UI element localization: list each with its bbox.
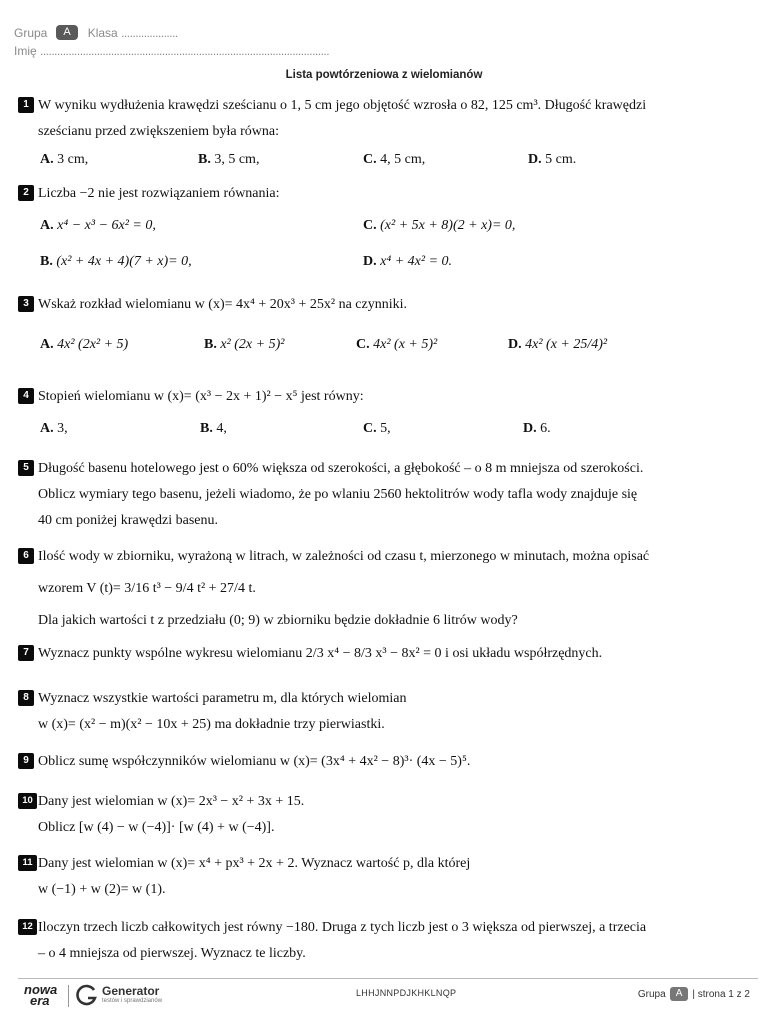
question-text: Stopień wielomianu w (x)= (x³ − 2x + 1)² − x⁵ jest równy: <box>38 389 364 404</box>
question-text: Wskaż rozkład wielomianu w (x)= 4x⁴ + 20x³ + 25x² na czynniki. <box>38 297 407 312</box>
option-b: B. x² (2x + 5)² <box>204 337 285 352</box>
question-8 <box>18 686 758 738</box>
question-text: Dla jakich wartości t z przedziału (0; 9) w zbiorniku będzie dokładnie 6 litrów wody? <box>38 613 518 628</box>
test-code: LHHJNNPDJKHKLNQP <box>356 988 457 998</box>
question-number: 6 <box>18 548 34 564</box>
question-1 <box>18 93 758 173</box>
option-d: D. 4x² (x + 25/4)² <box>508 337 608 352</box>
question-text: Iloczyn trzech liczb całkowitych jest równy −180. Druga z tych liczb jest o 3 większa od pierwszej, a trzecia <box>38 920 647 935</box>
option-d: D. x⁴ + 4x² = 0. <box>363 254 453 269</box>
question-4 <box>18 384 758 442</box>
nowa-era-logo: nowa era <box>24 982 58 1008</box>
question-7 <box>18 641 758 672</box>
option-a: A. 3, <box>40 421 68 436</box>
question-number: 11 <box>18 855 37 871</box>
option-b: B. (x² + 4x + 4)(7 + x)= 0, <box>40 254 192 269</box>
question-number: 1 <box>18 97 34 113</box>
imie-label: Imię <box>14 44 37 58</box>
footer-grupa-label: Grupa <box>637 988 666 1000</box>
question-text: sześcianu przed zwiększeniem była równa: <box>38 124 280 139</box>
question-10 <box>18 789 758 841</box>
option-a: A. 3 cm, <box>40 152 89 167</box>
question-5 <box>18 456 758 534</box>
page-info <box>638 987 750 1001</box>
question-text: 40 cm poniżej krawędzi basenu. <box>38 513 218 528</box>
option-b: B. 4, <box>200 421 227 436</box>
question-12 <box>18 915 758 967</box>
option-c: C. 4x² (x + 5)² <box>356 337 438 352</box>
question-text: Długość basenu hotelowego jest o 60% większa od szerokości, a głębokość – o 8 m mniejsza od szerokości. <box>38 461 644 476</box>
generator-logo-subtitle: testów i sprawdzianów <box>102 998 163 1004</box>
logo-separator <box>68 985 69 1007</box>
option-d: D. 5 cm. <box>528 152 577 167</box>
footer-grupa-badge: A <box>670 987 689 1001</box>
question-text: w (−1) + w (2)= w (1). <box>38 882 166 897</box>
question-number: 9 <box>18 753 34 769</box>
option-a: A. x⁴ − x³ − 6x² = 0, <box>40 218 156 233</box>
footer <box>18 983 758 1013</box>
question-3 <box>18 292 758 358</box>
page-number: | strona 1 z 2 <box>692 988 750 1000</box>
question-9 <box>18 749 758 775</box>
header-name-line <box>14 44 329 58</box>
question-text: Dany jest wielomian w (x)= x⁴ + px³ + 2x + 2. Wyznacz wartość p, dla której <box>38 856 471 871</box>
question-number: 12 <box>18 919 37 935</box>
generator-logo-icon <box>76 984 98 1006</box>
question-text: – o 4 mniejsza od pierwszej. Wyznacz te liczby. <box>38 946 306 961</box>
question-text: Oblicz sumę współczynników wielomianu w (x)= (3x⁴ + 4x² − 8)³· (4x − 5)⁵. <box>38 754 471 769</box>
klasa-label: Klasa <box>87 25 118 40</box>
question-number: 10 <box>18 793 37 809</box>
page-title: Lista powtórzeniowa z wielomianów <box>285 69 483 81</box>
question-text: Ilość wody w zbiorniku, wyrażoną w litrach, w zależności od czasu t, mierzonego w minutach, można opisać <box>38 549 650 564</box>
question-text: Wyznacz punkty wspólne wykresu wielomianu 2/3 x⁴ − 8/3 x³ − 8x² = 0 i osi układu współrzędnych. <box>38 646 603 661</box>
footer-divider <box>18 978 758 979</box>
question-number: 2 <box>18 185 34 201</box>
option-c: C. 5, <box>363 421 391 436</box>
question-number: 3 <box>18 296 34 312</box>
question-number: 8 <box>18 690 34 706</box>
question-2 <box>18 181 758 275</box>
generator-logo-text: Generator <box>102 984 160 998</box>
klasa-field: .................... <box>121 25 178 40</box>
question-text: Oblicz [w (4) − w (−4)]· [w (4) + w (−4)]. <box>38 820 275 835</box>
question-text: Liczba −2 nie jest rozwiązaniem równania: <box>38 186 280 201</box>
question-text: w (x)= (x² − m)(x² − 10x + 25) ma dokładnie trzy pierwiastki. <box>38 717 385 732</box>
option-a: A. 4x² (2x² + 5) <box>40 337 129 352</box>
option-b: B. 3, 5 cm, <box>198 152 260 167</box>
question-text: W wyniku wydłużenia krawędzi sześcianu o 1, 5 cm jego objętość wzrosła o 82, 125 cm³. Długość krawędzi <box>38 98 647 113</box>
question-text: Oblicz wymiary tego basenu, jeżeli wiadomo, że po wlaniu 2560 hektolitrów wody tafla wody znajduje się <box>38 487 638 502</box>
question-formula: wzorem V (t)= 3/16 t³ − 9/4 t² + 27/4 t. <box>38 581 256 596</box>
question-11 <box>18 851 758 903</box>
grupa-label: Grupa <box>14 25 48 40</box>
imie-field: ...................................................................................................... <box>40 44 330 58</box>
question-text: Wyznacz wszystkie wartości parametru m, dla których wielomian <box>38 691 407 706</box>
question-number: 7 <box>18 645 34 661</box>
option-c: C. 4, 5 cm, <box>363 152 426 167</box>
question-number: 5 <box>18 460 34 476</box>
header-group-line <box>14 25 178 40</box>
option-c: C. (x² + 5x + 8)(2 + x)= 0, <box>363 218 516 233</box>
question-number: 4 <box>18 388 34 404</box>
option-d: D. 6. <box>523 421 551 436</box>
question-6 <box>18 544 758 634</box>
question-text: Dany jest wielomian w (x)= 2x³ − x² + 3x + 15. <box>38 794 305 809</box>
grupa-badge: A <box>56 25 77 40</box>
